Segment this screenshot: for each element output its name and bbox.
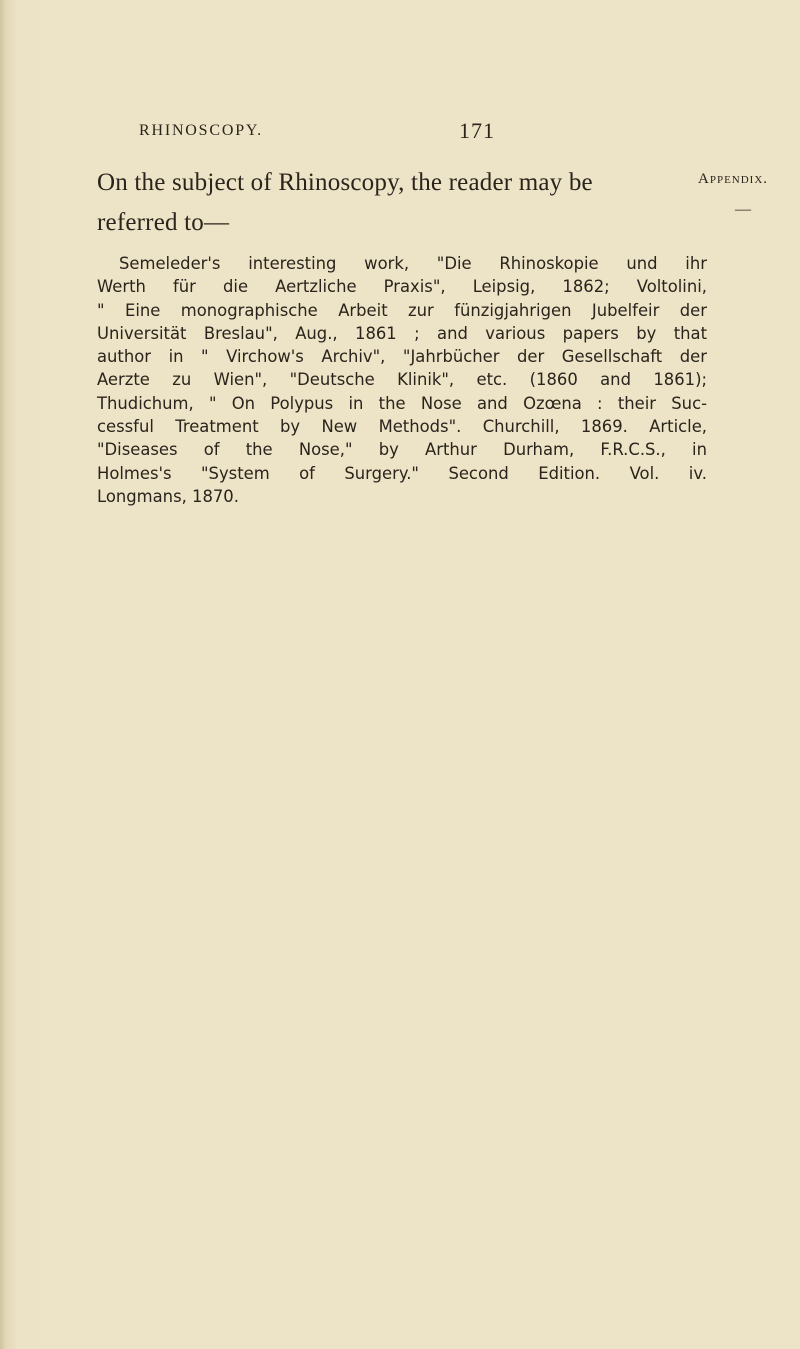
reference-paragraph <box>97 252 707 508</box>
paragraph-line: Holmes's "System of Surgery." Second Edition. Vol. iv. <box>97 463 707 483</box>
paragraph-line: Werth für die Aertzliche Praxis", Leipsig, 1862; Voltolini, <box>97 277 707 297</box>
margin-dash: — <box>735 201 751 218</box>
paragraph-line: Longmans, 1870. <box>97 486 239 506</box>
paragraph-line: Thudichum, " On Polypus in the Nose and Ozœna : their Suc- <box>97 393 707 413</box>
page-header <box>0 118 800 142</box>
lead-line: referred to— <box>97 209 230 236</box>
paragraph-line: Semeleder's interesting work, "Die Rhinoskopie und ihr <box>119 254 707 273</box>
paragraph-line: cessful Treatment by New Methods". Churchill, 1869. Article, <box>97 417 707 437</box>
paragraph-line: " Eine monographische Arbeit zur fünzigjahrigen Jubelfeir der <box>97 300 707 320</box>
paragraph-line: Aerzte zu Wien", "Deutsche Klinik", etc. (1860 and 1861); <box>97 370 707 390</box>
paragraph-line: "Diseases of the Nose," by Arthur Durham, F.R.C.S., in <box>97 440 707 460</box>
page-number: 171 <box>459 118 495 143</box>
margin-note-appendix: Appendix. <box>698 171 769 187</box>
paragraph-line: author in " Virchow's Archiv", "Jahrbücher der Gesellschaft der <box>97 347 707 367</box>
lead-paragraph <box>97 163 697 243</box>
paragraph-line: Universität Breslau", Aug., 1861 ; and various papers by that <box>97 323 707 343</box>
lead-line: On the subject of Rhinoscopy, the reader may be <box>97 169 593 196</box>
running-title: RHINOSCOPY. <box>139 122 263 139</box>
